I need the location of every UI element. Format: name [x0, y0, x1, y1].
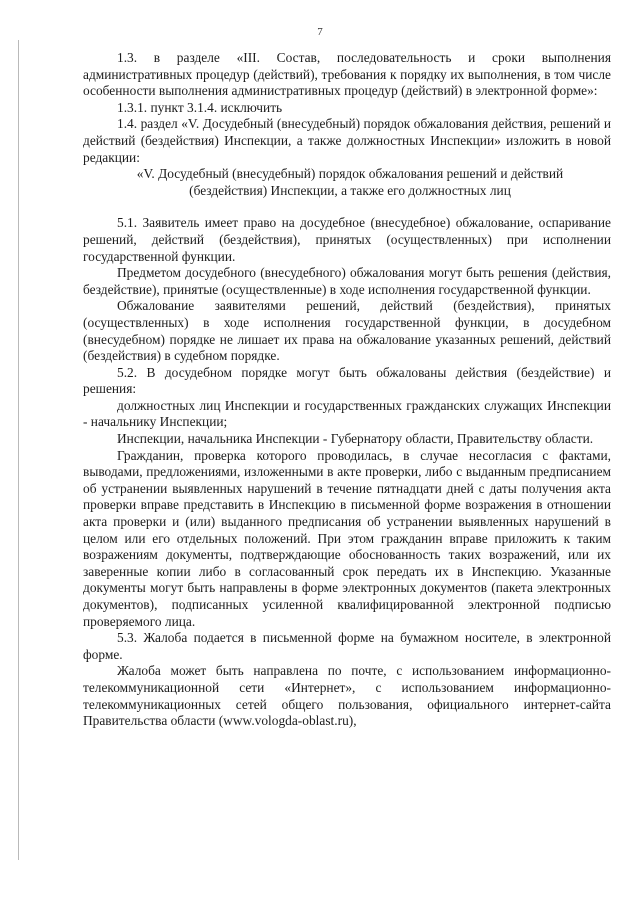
page-number: 7 [317, 26, 323, 38]
paragraph-citizen: Гражданин, проверка которого проводилась, в случае несогласия с фактами, выводами, предложениями, изложенными в акте проверки, либо с выданным предписанием об устранении выявленных нарушений в течение пятнадцати дней с даты получения акта проверки вправе представить в Инспекцию в письменной форме возражения в отношении акта проверки и (или) выданного предписания об устранении выявленных нарушений в целом или его отдельных положений. При этом гражданин вправе приложить к таким возражениям документы, подтверждающие обоснованность таких возражений, или их заверенные копии либо в согласованный срок передать их в Инспекцию. Указанные документы могут быть направлены в форме электронных документов (пакета электронных документов), подписанных усиленной квалифицированной электронной подписью проверяемого лица. [83, 447, 611, 629]
section-v-heading: «V. Досудебный (внесудебный) порядок обжалования решений и действий (бездействия) Инспекции, а также его должностных лиц [136, 166, 564, 198]
paragraph-5-3: 5.3. Жалоба подается в письменной форме на бумажном носителе, в электронной форме. [83, 630, 611, 662]
paragraph-1-4: 1.4. раздел «V. Досудебный (внесудебный) порядок обжалования действия, решений и действий (бездействия) Инспекции, а также должностных Инспекции» изложить в новой редакции: [83, 116, 611, 165]
paragraph-officials: должностных лиц Инспекции и государственных гражданских служащих Инспекции - начальнику Инспекции; [83, 397, 611, 430]
paragraph-5-2: 5.2. В досудебном порядке могут быть обжалованы действия (бездействие) и решения: [83, 364, 611, 397]
scan-edge-line [18, 40, 19, 860]
paragraph-1-3: 1.3. в разделе «III. Состав, последовательность и сроки выполнения административных процедур (действий), требования к порядку их выполнения, в том числе особенности выполнения административных процедур (действий) в электронной форме»: [83, 50, 611, 99]
paragraph-5-1: 5.1. Заявитель имеет право на досудебное (внесудебное) обжалование, оспаривание решений, действий (бездействия), принятых (осуществленных) при исполнении государственной функции. [83, 215, 611, 264]
paragraph-complaint: Жалоба может быть направлена по почте, с использованием информационно-телекоммуникационной сети «Интернет», с использованием информационно-телекоммуникационных сетей общего пользования, официального интернет-сайта Правительства области (www.vologda-oblast.ru), [83, 663, 611, 729]
paragraph-inspection-head: Инспекции, начальника Инспекции - Губернатору области, Правительству области. [117, 431, 594, 447]
paragraph-subject: Предметом досудебного (внесудебного) обжалования могут быть решения (действия, бездействие), принятые (осуществленные) в ходе исполнения государственной функции. [83, 265, 611, 297]
document-body [83, 50, 611, 730]
paragraph-1-3-1: 1.3.1. пункт 3.1.4. исключить [117, 99, 283, 115]
paragraph-appeal: Обжалование заявителями решений, действий (бездействия), принятых (осуществленных) в ходе исполнения государственной функции, в досудебном (внесудебном) порядке не лишает их права на обжалование указанных решений, действий (бездействия) в судебном порядке. [83, 298, 611, 364]
